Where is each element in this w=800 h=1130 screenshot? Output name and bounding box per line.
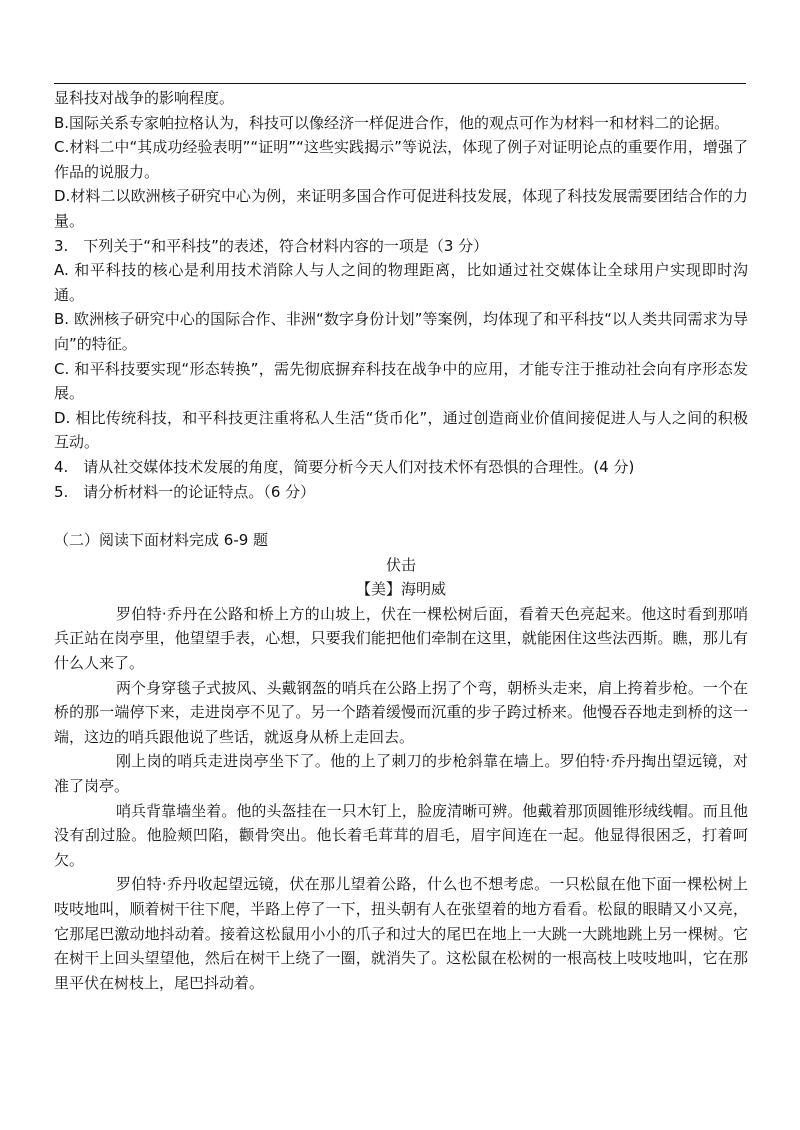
option-d: D.材料二以欧洲核子研究中心为例，来证明多国合作可促进科技发展，体现了科技发展需要团结合作的力量。 [54, 187, 748, 230]
document-page [54, 86, 748, 995]
story-title: 伏击 [385, 555, 416, 574]
story-paragraph-4: 哨兵背靠墙坐着。他的头盔挂在一只木钉上，脸庞清晰可辨。他戴着那顶圆锥形绒线帽。而且他没有刮过脸。他脸颊凹陷，颧骨突出。他长着毛茸茸的眉毛，眉宇间连在一起。他显得很困乏，打着呵欠。 [54, 801, 748, 869]
question-3-option-d: D. 相比传统科技，和平科技更注重将私人生活“货币化”，通过创造商业价值间接促进人与人之间的积极互动。 [54, 408, 748, 452]
question-3-option-c: C. 和平科技要实现“形态转换”，需先彻底摒弃科技在战争中的应用，才能专注于推动社会向有序形态发展。 [54, 359, 748, 403]
question-3: 3. 下列关于“和平科技”的表述，符合材料内容的一项是（3 分） [54, 236, 489, 255]
story-paragraph-1: 罗伯特·乔丹在公路和桥上方的山坡上，伏在一棵松树后面，看着天色亮起来。他这时看到那哨兵正站在岗亭里，他望望手表，心想，只要我们能把他们牵制在这里，就能困住这些法西斯。瞧，那儿有什么人来了。 [54, 604, 748, 673]
question-4: 4. 请从社交媒体技术发展的角度，简要分析今天人们对技术怀有恐惧的合理性。(4 分) [54, 457, 635, 476]
option-b: B.国际关系专家帕拉格认为，科技可以像经济一样促进合作，他的观点可作为材料一和材料二的论据。 [54, 113, 730, 132]
question-3-option-b: B. 欧洲核子研究中心的国际合作、非洲“数字身份计划”等案例，均体现了和平科技“以人类共同需求为导向”的特征。 [54, 310, 748, 353]
option-c: C.材料二中“其成功经验表明”“证明”“这些实践揭示”等说法，体现了例子对证明论点的重要作用，增强了作品的说服力。 [54, 138, 748, 181]
option-line: 显科技对战争的影响程度。 [54, 89, 235, 107]
story-paragraph-2: 两个身穿毯子式披风、头戴钢盔的哨兵在公路上拐了个弯，朝桥头走来，肩上挎着步枪。一个在桥的那一端停下来，走进岗亭不见了。另一个踏着缓慢而沉重的步子跨过桥来。他慢吞吞地走到桥的这一端，这边的哨兵跟他说了些话，就返身从桥上走回去。 [54, 678, 748, 746]
section-header: （二）阅读下面材料完成 6-9 题 [54, 531, 269, 550]
story-author: 【美】海明威 [355, 580, 446, 599]
top-rule [54, 83, 746, 84]
question-5: 5. 请分析材料一的论证特点。（6 分） [54, 482, 316, 501]
question-3-option-a: A. 和平科技的核心是利用技术消除人与人之间的物理距离，比如通过社交媒体让全球用户实现即时沟通。 [54, 261, 748, 304]
story-paragraph-5: 罗伯特·乔丹收起望远镜，伏在那儿望着公路，什么也不想考虑。一只松鼠在他下面一棵松树上吱吱地叫，顺着树干往下爬，半路上停了一下，扭头朝有人在张望着的地方看看。松鼠的眼睛又小又亮，它那尾巴激动地抖动着。接着这松鼠用小小的爪子和过大的尾巴在地上一大跳一大跳地跳上另一棵树。它在树干上回头望望他，然后在树干上绕了一圈，就消失了。这松鼠在松树的一根高枝上吱吱地叫，它在那里平伏在树枝上，尾巴抖动着。 [54, 875, 748, 992]
story-paragraph-3: 刚上岗的哨兵走进岗亭坐下了。他的上了刺刀的步枪斜靠在墙上。罗伯特·乔丹掏出望远镜，对准了岗亭。 [54, 752, 748, 796]
